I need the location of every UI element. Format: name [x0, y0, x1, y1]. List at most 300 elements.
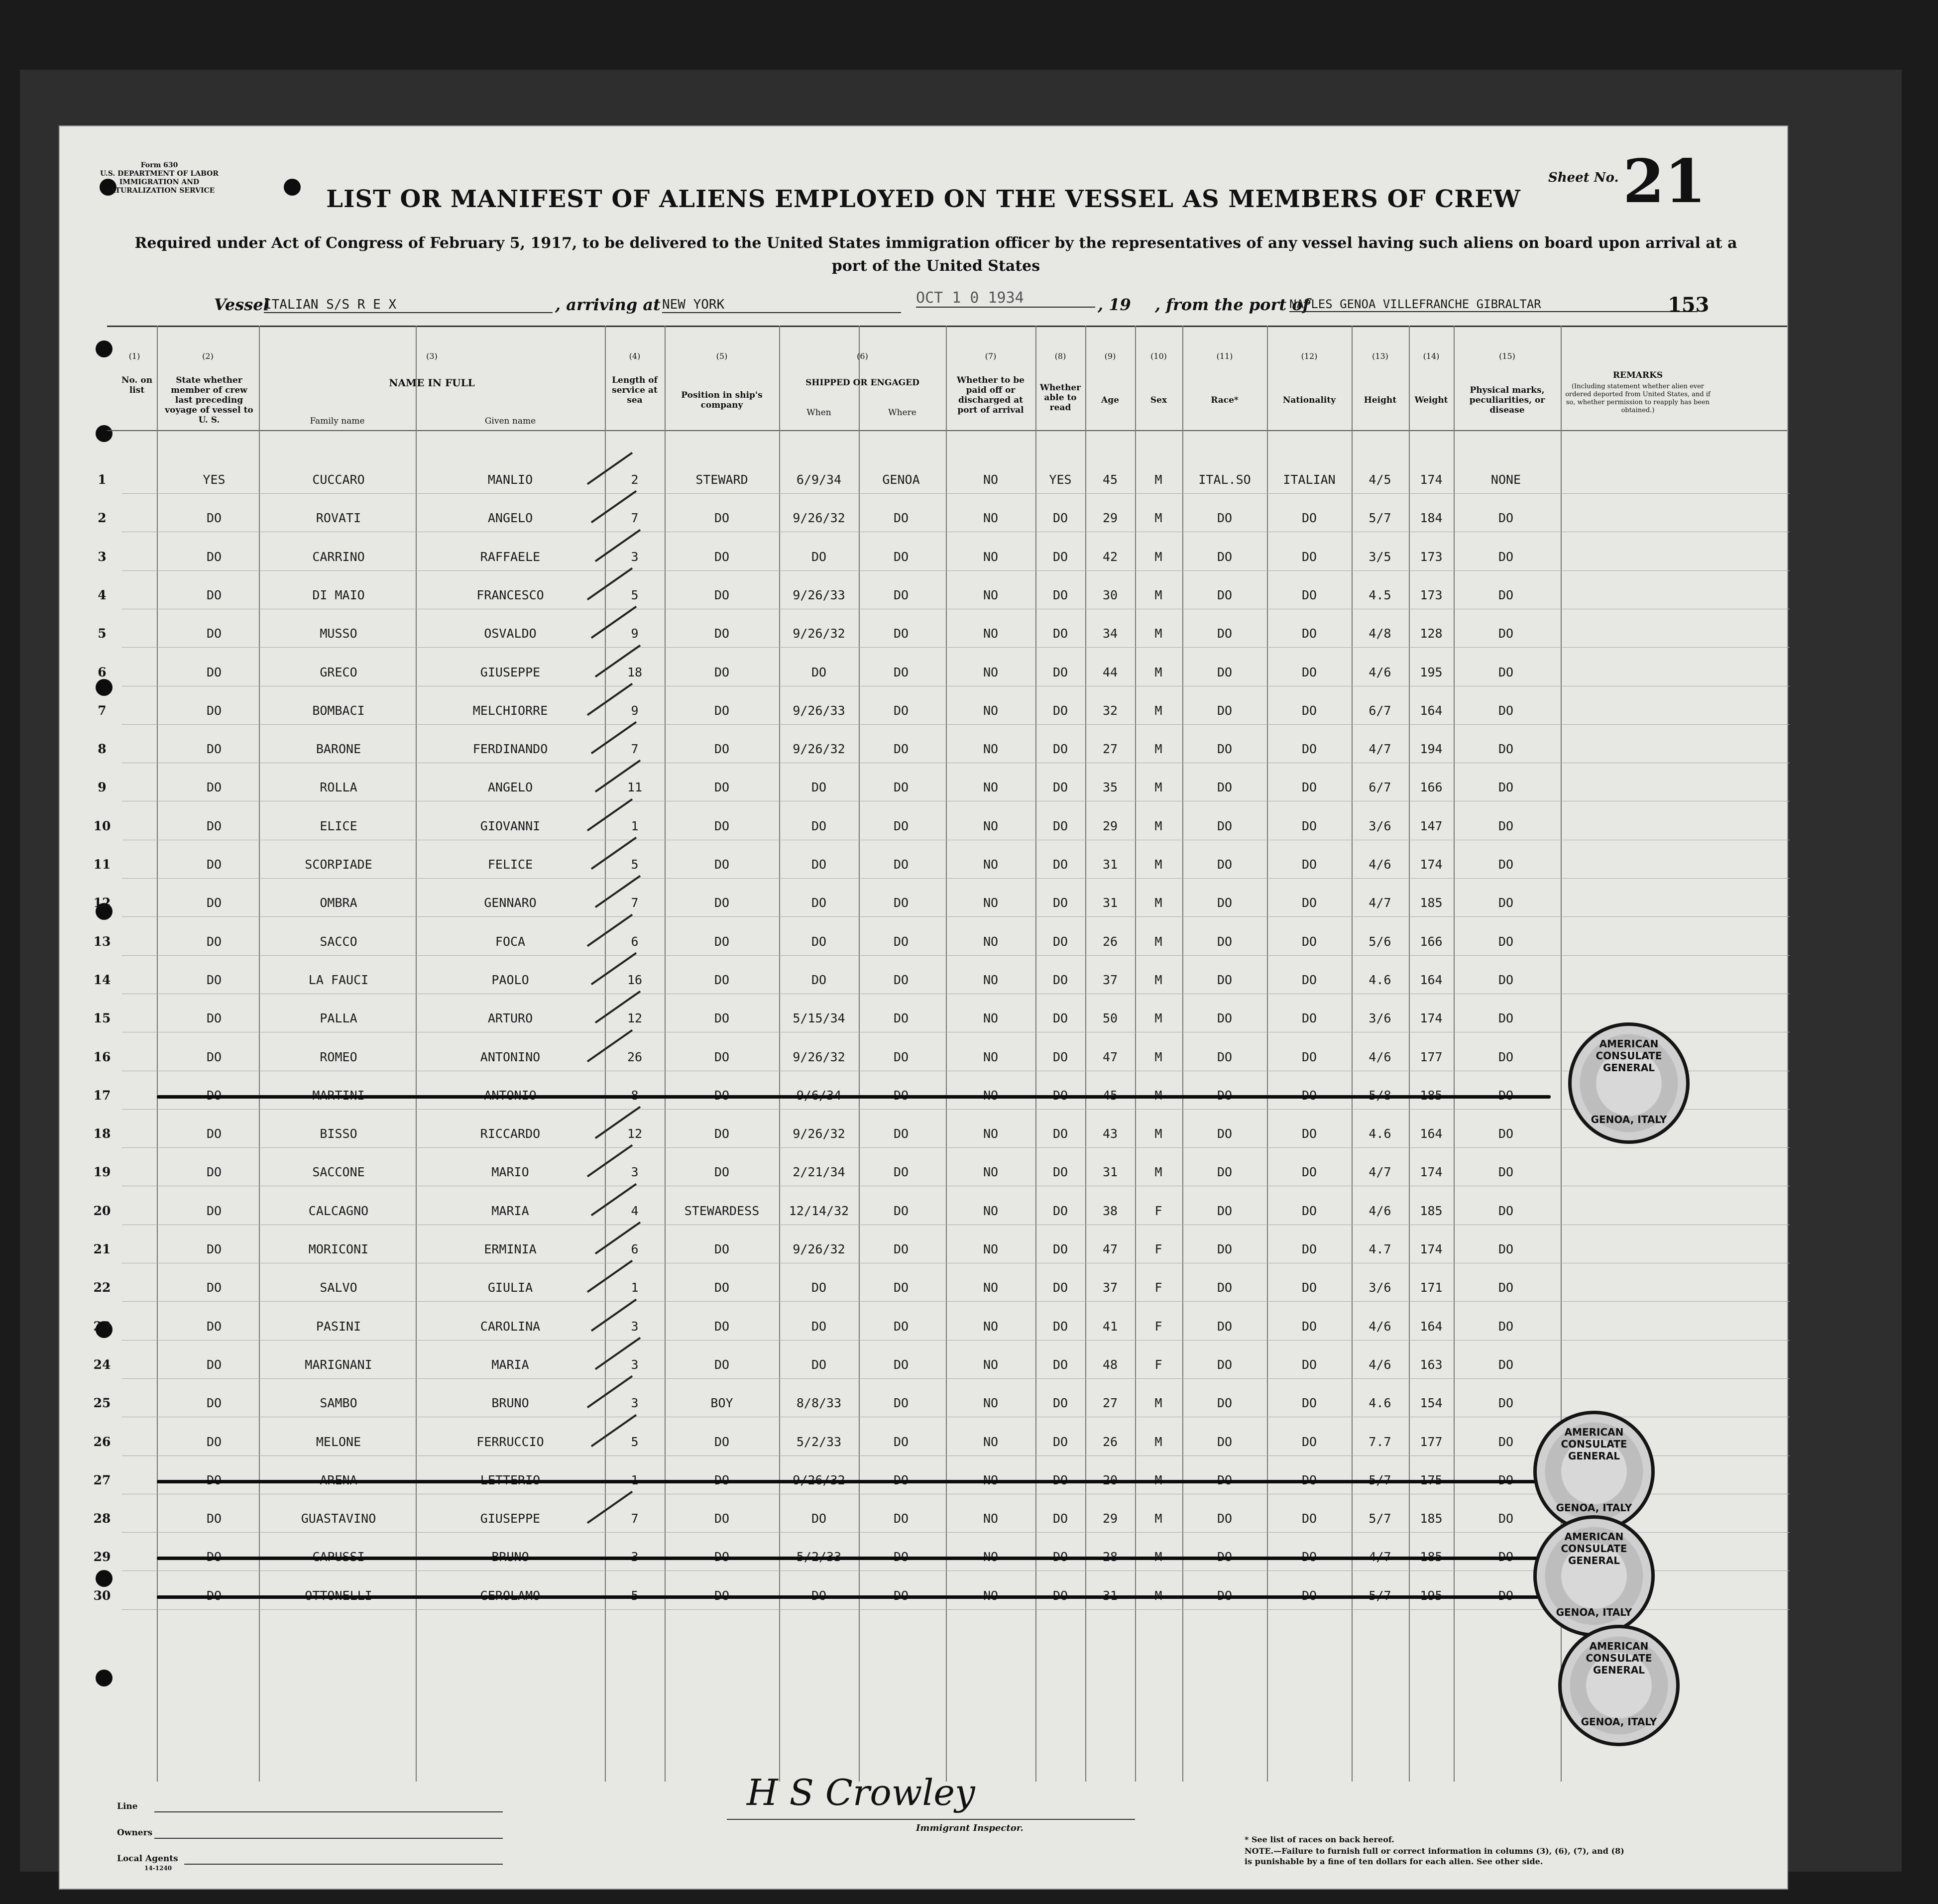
weight: 174 — [1420, 857, 1443, 872]
shipped-where: DO — [893, 1280, 909, 1295]
row-number: 20 — [93, 1204, 111, 1218]
given-name: FERRUCCIO — [476, 1435, 544, 1449]
manifest-page — [59, 125, 1788, 1890]
position: DO — [714, 896, 730, 910]
col-num-4: (4) — [629, 351, 641, 361]
service-length: 7 — [631, 742, 639, 756]
paid-off: NO — [983, 1165, 999, 1179]
prior-voyage: DO — [206, 1435, 222, 1449]
punch-hole — [96, 1570, 113, 1587]
age: 31 — [1102, 896, 1118, 910]
family-name: SALVO — [320, 1280, 357, 1295]
weight: 166 — [1420, 934, 1443, 949]
row-rule — [122, 647, 1790, 648]
position: DO — [714, 1511, 730, 1526]
shipped-where: DO — [893, 1435, 909, 1449]
column-divider — [157, 326, 158, 1782]
vessel-name: ITALIAN S/S R E X — [264, 297, 553, 313]
physical-marks: DO — [1498, 973, 1514, 987]
sex: M — [1154, 1396, 1162, 1410]
shipped-where: DO — [893, 1050, 909, 1064]
age: 50 — [1102, 1011, 1118, 1025]
check-mark — [587, 1260, 633, 1293]
given-name: MANLIO — [487, 472, 533, 487]
physical-marks: DO — [1498, 1204, 1514, 1218]
race: DO — [1217, 1165, 1233, 1179]
weight: 195 — [1420, 665, 1443, 679]
col-num-15: (15) — [1499, 351, 1515, 361]
page-subtitle: Required under Act of Congress of February 5, 1917, to be delivered to the United States immigration officer by the representatives of any vessel having such aliens on board upon arrival at a port of the United States — [134, 234, 1737, 275]
position: DO — [714, 511, 730, 525]
check-mark — [587, 1375, 633, 1408]
height: 4/6 — [1368, 1050, 1391, 1064]
paid-off: NO — [983, 703, 999, 718]
family-name: OMBRA — [320, 896, 357, 910]
stamp-text-top: AMERICAN CONSULATE GENERAL — [1561, 1426, 1627, 1462]
position: DO — [714, 665, 730, 679]
paid-off: NO — [983, 857, 999, 872]
check-mark — [591, 721, 637, 754]
family-name: BOMBACI — [312, 703, 365, 718]
given-name: MARIA — [491, 1204, 529, 1218]
service-length: 9 — [631, 703, 639, 718]
position: DO — [714, 742, 730, 756]
service-length: 1 — [631, 1280, 639, 1295]
physical-marks: DO — [1498, 1126, 1514, 1141]
age: 47 — [1102, 1050, 1118, 1064]
height: 4/8 — [1368, 626, 1391, 641]
prior-voyage: DO — [206, 819, 222, 833]
col-head-shipped: SHIPPED OR ENGAGED — [805, 378, 919, 388]
given-name: GIUSEPPE — [480, 665, 541, 679]
col-head-sex: Sex — [1150, 395, 1167, 405]
position: DO — [714, 1435, 730, 1449]
row-number: 19 — [93, 1165, 111, 1179]
family-name: SAMBO — [320, 1396, 357, 1410]
able-to-read: YES — [1049, 472, 1072, 487]
weight: 128 — [1420, 626, 1443, 641]
service: IMMIGRATION AND NATURALIZATION SERVICE — [104, 178, 215, 195]
nationality: DO — [1301, 1165, 1317, 1179]
nationality: DO — [1301, 934, 1317, 949]
strike-line — [157, 1595, 1551, 1599]
race: DO — [1217, 1357, 1233, 1372]
able-to-read: DO — [1052, 1165, 1068, 1179]
race-note: * See list of races on back hereof. — [1245, 1835, 1394, 1844]
shipped-where: GENOA — [882, 472, 920, 487]
shipped-where: DO — [893, 1511, 909, 1526]
position: DO — [714, 1011, 730, 1025]
age: 31 — [1102, 857, 1118, 872]
weight: 164 — [1420, 703, 1443, 718]
shipped-when: DO — [811, 780, 827, 794]
nationality: DO — [1301, 626, 1317, 641]
age: 31 — [1102, 1165, 1118, 1179]
prior-voyage: DO — [206, 742, 222, 756]
service-length: 26 — [627, 1050, 643, 1064]
column-divider — [1352, 326, 1353, 1782]
penalty-note: NOTE.—Failure to furnish full or correct information in columns (3), (6), (7), and (8) is punishable by a fine of ten dollars for each alien. See other side. — [1245, 1846, 1624, 1866]
punch-hole — [96, 679, 113, 696]
sex: M — [1154, 626, 1162, 641]
paid-off: NO — [983, 742, 999, 756]
shipped-when: DO — [811, 973, 827, 987]
shipped-when: 9/26/32 — [793, 742, 845, 756]
sex: M — [1154, 1126, 1162, 1141]
family-name: ROVATI — [316, 511, 361, 525]
height: 3/6 — [1368, 1011, 1391, 1025]
stamp-text-top: AMERICAN CONSULATE GENERAL — [1586, 1640, 1652, 1676]
column-divider — [1085, 326, 1086, 1782]
service-length: 1 — [631, 819, 639, 833]
col-head-position: Position in ship's company — [681, 390, 763, 410]
column-divider — [859, 326, 860, 1782]
agents-label: Local Agents — [117, 1854, 178, 1864]
given-name: GENNARO — [484, 896, 537, 910]
row-number: 7 — [98, 703, 107, 718]
line-field — [154, 1811, 503, 1812]
signature-line — [727, 1819, 1135, 1820]
check-mark — [591, 837, 637, 870]
physical-marks: NONE — [1490, 472, 1521, 487]
prior-voyage: DO — [206, 896, 222, 910]
weight: 173 — [1420, 588, 1443, 602]
row-number: 14 — [93, 973, 111, 987]
stamp-text-bottom: GENOA, ITALY — [1556, 1502, 1632, 1514]
shipped-where: DO — [893, 896, 909, 910]
given-name: CAROLINA — [480, 1319, 541, 1334]
service-length: 9 — [631, 626, 639, 641]
row-rule — [122, 1340, 1790, 1341]
sex: F — [1154, 1204, 1162, 1218]
prior-voyage: DO — [206, 934, 222, 949]
nationality: DO — [1301, 896, 1317, 910]
sex: M — [1154, 665, 1162, 679]
race: DO — [1217, 1319, 1233, 1334]
position: DO — [714, 1126, 730, 1141]
shipped-where: DO — [893, 550, 909, 564]
row-number: 9 — [98, 780, 107, 794]
given-name: ANGELO — [487, 780, 533, 794]
strike-line — [157, 1557, 1551, 1560]
shipped-where: DO — [893, 511, 909, 525]
position: STEWARD — [695, 472, 748, 487]
nationality: DO — [1301, 1357, 1317, 1372]
sex: M — [1154, 857, 1162, 872]
physical-marks: DO — [1498, 1319, 1514, 1334]
paid-off: NO — [983, 819, 999, 833]
given-name: RICCARDO — [480, 1126, 541, 1141]
position: DO — [714, 1319, 730, 1334]
able-to-read: DO — [1052, 1396, 1068, 1410]
family-name: BISSO — [320, 1126, 357, 1141]
position: DO — [714, 626, 730, 641]
race: DO — [1217, 973, 1233, 987]
row-number: 11 — [93, 857, 111, 872]
physical-marks: DO — [1498, 1357, 1514, 1372]
age: 41 — [1102, 1319, 1118, 1334]
col-head-race: Race* — [1211, 395, 1239, 405]
col-num-14: (14) — [1423, 351, 1440, 361]
paid-off: NO — [983, 1396, 999, 1410]
height: 4/6 — [1368, 665, 1391, 679]
sex: M — [1154, 896, 1162, 910]
nationality: DO — [1301, 973, 1317, 987]
given-name: GIOVANNI — [480, 819, 541, 833]
shipped-where: DO — [893, 1165, 909, 1179]
prior-voyage: DO — [206, 588, 222, 602]
page-title: LIST OR MANIFEST OF ALIENS EMPLOYED ON THE VESSEL AS MEMBERS OF CREW — [326, 185, 1521, 213]
shipped-where: DO — [893, 1357, 909, 1372]
row-rule — [122, 1301, 1790, 1302]
check-mark — [591, 1299, 637, 1332]
position: DO — [714, 819, 730, 833]
shipped-when: 5/15/34 — [793, 1011, 845, 1025]
date-stamp: OCT 1 0 1934 — [916, 289, 1095, 308]
col-num-5: (5) — [716, 351, 728, 361]
stamp-text-top: AMERICAN CONSULATE GENERAL — [1596, 1038, 1662, 1074]
weight: 171 — [1420, 1280, 1443, 1295]
race: DO — [1217, 934, 1233, 949]
weight: 185 — [1420, 1511, 1443, 1526]
column-divider — [946, 326, 947, 1782]
physical-marks: DO — [1498, 896, 1514, 910]
able-to-read: DO — [1052, 1511, 1068, 1526]
race: DO — [1217, 1204, 1233, 1218]
given-name: OSVALDO — [484, 626, 537, 641]
shipped-where: DO — [893, 665, 909, 679]
check-mark — [587, 798, 633, 831]
service-length: 16 — [627, 973, 643, 987]
position: DO — [714, 1165, 730, 1179]
column-divider — [416, 326, 417, 1782]
age: 38 — [1102, 1204, 1118, 1218]
row-number: 12 — [93, 896, 111, 910]
age: 29 — [1102, 511, 1118, 525]
position: DO — [714, 1242, 730, 1256]
col-head-family-name: Family name — [310, 416, 365, 426]
col-head-remarks: REMARKS — [1612, 370, 1663, 380]
prior-voyage: DO — [206, 1204, 222, 1218]
nationality: DO — [1301, 1396, 1317, 1410]
age: 26 — [1102, 934, 1118, 949]
able-to-read: DO — [1052, 1242, 1068, 1256]
nationality: DO — [1301, 703, 1317, 718]
position: DO — [714, 550, 730, 564]
able-to-read: DO — [1052, 1050, 1068, 1064]
able-to-read: DO — [1052, 819, 1068, 833]
col-head-where: Where — [888, 408, 916, 418]
paid-off: NO — [983, 665, 999, 679]
stamp-text-bottom: GENOA, ITALY — [1581, 1716, 1657, 1728]
weight: 147 — [1420, 819, 1443, 833]
check-mark — [591, 1414, 637, 1447]
able-to-read: DO — [1052, 550, 1068, 564]
sex: M — [1154, 1050, 1162, 1064]
check-mark — [587, 1144, 633, 1177]
column-divider — [665, 326, 666, 1782]
nationality: DO — [1301, 550, 1317, 564]
paid-off: NO — [983, 896, 999, 910]
table-top-rule — [107, 326, 1787, 327]
row-rule — [122, 1109, 1790, 1110]
col-head-nationality: Nationality — [1282, 395, 1336, 405]
race: DO — [1217, 1435, 1233, 1449]
prior-voyage: DO — [206, 511, 222, 525]
row-number: 13 — [93, 934, 111, 949]
physical-marks: DO — [1498, 1396, 1514, 1410]
col-head-prev-voyage: State whether member of crew last preceding voyage of vessel to U. S. — [165, 375, 253, 425]
able-to-read: DO — [1052, 973, 1068, 987]
shipped-when: DO — [811, 1357, 827, 1372]
height: 3/6 — [1368, 819, 1391, 833]
shipped-when: DO — [811, 896, 827, 910]
given-name: ERMINIA — [484, 1242, 537, 1256]
row-rule — [122, 1378, 1790, 1379]
check-mark — [587, 452, 633, 485]
height: 6/7 — [1368, 703, 1391, 718]
position: DO — [714, 857, 730, 872]
physical-marks: DO — [1498, 857, 1514, 872]
col-num-8: (8) — [1054, 351, 1066, 361]
shipped-where: DO — [893, 588, 909, 602]
physical-marks: DO — [1498, 1165, 1514, 1179]
sex: M — [1154, 472, 1162, 487]
col-num-9: (9) — [1104, 351, 1116, 361]
height: 4.6 — [1368, 1396, 1391, 1410]
prior-voyage: DO — [206, 1165, 222, 1179]
sex: F — [1154, 1280, 1162, 1295]
position: STEWARDESS — [684, 1204, 760, 1218]
column-divider — [259, 326, 260, 1782]
sex: M — [1154, 588, 1162, 602]
row-number: 4 — [98, 588, 107, 602]
service-length: 6 — [631, 934, 639, 949]
weight: 174 — [1420, 1165, 1443, 1179]
prior-voyage: DO — [206, 973, 222, 987]
given-name: GIULIA — [487, 1280, 533, 1295]
able-to-read: DO — [1052, 1126, 1068, 1141]
height: 6/7 — [1368, 780, 1391, 794]
page-number: 153 — [1668, 293, 1710, 317]
row-rule — [122, 878, 1790, 879]
physical-marks: DO — [1498, 1511, 1514, 1526]
able-to-read: DO — [1052, 1011, 1068, 1025]
punch-hole — [96, 425, 113, 442]
sex: M — [1154, 703, 1162, 718]
sex: M — [1154, 819, 1162, 833]
inspector-signature: H S Crowley — [747, 1772, 975, 1813]
column-divider — [1409, 326, 1410, 1782]
family-name: SACCONE — [312, 1165, 365, 1179]
race: DO — [1217, 1050, 1233, 1064]
family-name: MARIGNANI — [305, 1357, 372, 1372]
height: 4/5 — [1368, 472, 1391, 487]
position: BOY — [710, 1396, 733, 1410]
sex: F — [1154, 1319, 1162, 1334]
prior-voyage: DO — [206, 1357, 222, 1372]
shipped-where: DO — [893, 857, 909, 872]
nationality: DO — [1301, 1050, 1317, 1064]
row-number: 5 — [98, 626, 107, 641]
service-length: 5 — [631, 857, 639, 872]
weight: 174 — [1420, 472, 1443, 487]
column-divider — [1267, 326, 1268, 1782]
sheet-number: 21 — [1623, 146, 1706, 217]
race: DO — [1217, 703, 1233, 718]
shipped-when: DO — [811, 550, 827, 564]
physical-marks: DO — [1498, 1050, 1514, 1064]
shipped-where: DO — [893, 780, 909, 794]
nationality: DO — [1301, 1126, 1317, 1141]
able-to-read: DO — [1052, 665, 1068, 679]
physical-marks: DO — [1498, 1242, 1514, 1256]
height: 4/7 — [1368, 1165, 1391, 1179]
col-head-name: NAME IN FULL — [389, 377, 475, 389]
vessel-label: Vessel — [214, 295, 269, 314]
family-name: GRECO — [320, 665, 357, 679]
family-name: LA FAUCI — [308, 973, 369, 987]
paid-off: NO — [983, 1435, 999, 1449]
height: 4.6 — [1368, 1126, 1391, 1141]
position: DO — [714, 1050, 730, 1064]
family-name: PALLA — [320, 1011, 357, 1025]
height: 4/6 — [1368, 1319, 1391, 1334]
nationality: DO — [1301, 1435, 1317, 1449]
service-length: 7 — [631, 1511, 639, 1526]
able-to-read: DO — [1052, 511, 1068, 525]
position: DO — [714, 588, 730, 602]
position: DO — [714, 1357, 730, 1372]
given-name: BRUNO — [491, 1396, 529, 1410]
weight: 154 — [1420, 1396, 1443, 1410]
race: DO — [1217, 550, 1233, 564]
col-num-3: (3) — [426, 351, 438, 361]
check-mark — [587, 1029, 633, 1062]
service-length: 7 — [631, 896, 639, 910]
shipped-when: 9/26/32 — [793, 1242, 845, 1256]
weight: 185 — [1420, 1204, 1443, 1218]
paid-off: NO — [983, 1242, 999, 1256]
column-divider — [1182, 326, 1183, 1782]
owners-label: Owners — [117, 1828, 153, 1838]
weight: 184 — [1420, 511, 1443, 525]
weight: 164 — [1420, 973, 1443, 987]
shipped-when: 12/14/32 — [789, 1204, 849, 1218]
able-to-read: DO — [1052, 1280, 1068, 1295]
row-number: 3 — [98, 550, 107, 564]
row-number: 10 — [93, 819, 111, 833]
able-to-read: DO — [1052, 626, 1068, 641]
paid-off: NO — [983, 588, 999, 602]
able-to-read: DO — [1052, 780, 1068, 794]
race: DO — [1217, 1242, 1233, 1256]
race: DO — [1217, 588, 1233, 602]
weight: 194 — [1420, 742, 1443, 756]
shipped-when: DO — [811, 857, 827, 872]
paid-off: NO — [983, 1204, 999, 1218]
col-num-12: (12) — [1301, 351, 1318, 361]
family-name: DI MAIO — [312, 588, 365, 602]
race: ITAL.SO — [1198, 472, 1251, 487]
able-to-read: DO — [1052, 703, 1068, 718]
shipped-where: DO — [893, 742, 909, 756]
nationality: DO — [1301, 1011, 1317, 1025]
given-name: ANTONINO — [480, 1050, 541, 1064]
col-num-2: (2) — [202, 351, 214, 361]
able-to-read: DO — [1052, 896, 1068, 910]
year-label: , 19 — [1098, 295, 1131, 314]
